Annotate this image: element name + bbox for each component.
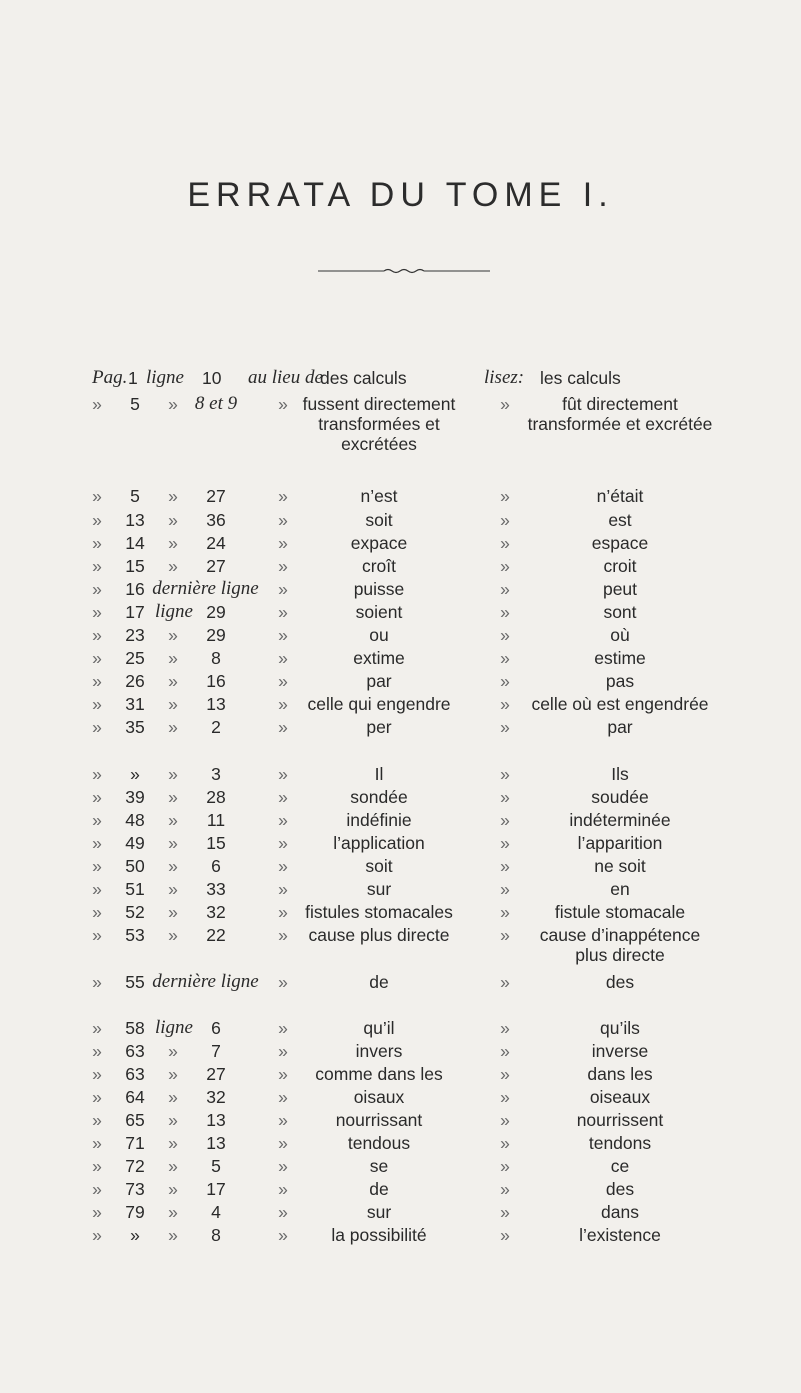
ditto-mark: » (278, 1133, 288, 1153)
line-reference: dernière ligne (152, 578, 259, 599)
line-number: 3 (211, 764, 221, 784)
erroneous-text: tendous (347, 1133, 411, 1153)
corrected-text: soudée (591, 787, 649, 807)
corrected-text: des (605, 972, 635, 992)
corrected-text: estime (594, 648, 646, 668)
line-number: 8 (211, 648, 221, 668)
erroneous-text: invers (355, 1041, 403, 1061)
erroneous-text: de (369, 1179, 389, 1199)
page-number: 15 (125, 556, 145, 576)
ditto-mark: » (500, 1041, 510, 1061)
ditto-mark: » (92, 1041, 102, 1061)
ditto-mark: » (92, 810, 102, 830)
corrected-text: tendons (588, 1133, 652, 1153)
corrected-text: en (610, 879, 630, 899)
corrected-text: par (607, 717, 633, 737)
page-number: 23 (125, 625, 145, 645)
ditto-mark: » (500, 694, 510, 714)
line-number: 28 (206, 787, 226, 807)
ditto-mark: » (500, 902, 510, 922)
ditto-mark: » (500, 648, 510, 668)
ditto-mark: » (168, 1225, 178, 1245)
page-number: 73 (125, 1179, 145, 1199)
corrected-text: des (605, 1179, 635, 1199)
erroneous-text: n’est (360, 486, 398, 506)
page-number: 51 (125, 879, 145, 899)
ditto-mark: » (168, 1064, 178, 1084)
ditto-mark: » (278, 1156, 288, 1176)
page-number: 13 (125, 510, 145, 530)
ditto-mark: » (92, 972, 102, 992)
line-number: 15 (206, 833, 226, 853)
header-line: 10 (202, 368, 222, 388)
line-number: 27 (206, 486, 226, 506)
erroneous-text: soit (365, 856, 393, 876)
erroneous-text: oisaux (353, 1087, 405, 1107)
ditto-mark: » (500, 394, 510, 414)
ditto-mark: » (168, 925, 178, 945)
erroneous-text: ou (369, 625, 389, 645)
page-number: 48 (125, 810, 145, 830)
line-number: 5 (211, 1156, 221, 1176)
ditto-mark: » (500, 925, 510, 945)
erroneous-text: extime (353, 648, 405, 668)
line-number: 11 (206, 810, 226, 830)
ditto-mark: » (500, 533, 510, 553)
ditto-mark: » (500, 856, 510, 876)
ditto-mark: » (278, 764, 288, 784)
ditto-mark: » (92, 1064, 102, 1084)
page-number: 49 (125, 833, 145, 853)
erroneous-text: cause plus directe (308, 925, 450, 945)
erroneous-text: per (366, 717, 392, 737)
line-number: 13 (206, 694, 226, 714)
ditto-mark: » (92, 1156, 102, 1176)
line-number: 6 (211, 856, 221, 876)
erroneous-text: par (366, 671, 392, 691)
corrected-text: n’était (596, 486, 644, 506)
ditto-mark: » (168, 394, 178, 414)
erroneous-text: celle qui engendre (307, 694, 451, 714)
page-number: 65 (125, 1110, 145, 1130)
corrected-text: l’apparition (577, 833, 663, 853)
corrected-text: celle où est engendrée (531, 694, 709, 714)
ditto-mark: » (92, 671, 102, 691)
ditto-mark: » (278, 556, 288, 576)
corrected-text: inverse (591, 1041, 649, 1061)
ditto-mark: » (500, 879, 510, 899)
ditto-mark: » (500, 1087, 510, 1107)
ditto-mark: » (168, 671, 178, 691)
page-number: 52 (125, 902, 145, 922)
line-number: 33 (206, 879, 226, 899)
header-right: les calculs (540, 368, 621, 388)
ditto-mark: » (500, 579, 510, 599)
erroneous-text: indéfinie (346, 810, 412, 830)
header-ligne-label: ligne (146, 367, 184, 388)
erroneous-text: se (369, 1156, 389, 1176)
ditto-mark: » (278, 486, 288, 506)
erroneous-text: de (369, 972, 389, 992)
ditto-mark: » (92, 486, 102, 506)
erroneous-text: fistules stomacales (305, 902, 453, 922)
page-number: 58 (125, 1018, 145, 1038)
corrected-text: est (608, 510, 632, 530)
ditto-mark: » (278, 579, 288, 599)
ditto-mark: » (500, 1110, 510, 1130)
erroneous-text: sur (366, 879, 392, 899)
line-number: 8 et 9 (194, 393, 238, 414)
corrected-text: pas (605, 671, 635, 691)
page-number: 71 (125, 1133, 145, 1153)
corrected-text: nourrissent (576, 1110, 664, 1130)
ditto-mark: » (278, 1202, 288, 1222)
ditto-mark: » (168, 1087, 178, 1107)
ditto-mark: » (168, 856, 178, 876)
corrected-text: qu’ils (600, 1018, 640, 1038)
lisez-label: lisez: (484, 367, 525, 388)
ditto-mark: » (92, 925, 102, 945)
page-number: 55 (125, 972, 145, 992)
line-number: 29 (206, 602, 226, 622)
erroneous-text: fussent directement transformées et excrétées (302, 394, 456, 454)
line-number: 4 (211, 1202, 221, 1222)
line-number: 13 (206, 1110, 226, 1130)
page-number: 50 (125, 856, 145, 876)
page-number: 79 (125, 1202, 145, 1222)
ditto-mark: » (92, 625, 102, 645)
ditto-mark: » (92, 579, 102, 599)
ditto-mark: » (92, 510, 102, 530)
line-number: 2 (211, 717, 221, 737)
ditto-mark: » (278, 787, 288, 807)
corrected-text: fistule stomacale (554, 902, 686, 922)
erroneous-text: sondée (350, 787, 408, 807)
corrected-text: croit (603, 556, 637, 576)
ditto-mark: » (92, 533, 102, 553)
page-number: 39 (125, 787, 145, 807)
ditto-mark: » (278, 810, 288, 830)
ditto-mark: » (92, 556, 102, 576)
line-number: 27 (206, 556, 226, 576)
ditto-mark: » (168, 879, 178, 899)
ditto-mark: » (168, 810, 178, 830)
ditto-mark: » (278, 1041, 288, 1061)
ditto-mark: » (278, 879, 288, 899)
erroneous-text: l’application (333, 833, 425, 853)
ditto-mark: » (500, 1156, 510, 1176)
ditto-mark: » (278, 717, 288, 737)
line-number: 22 (206, 925, 226, 945)
ditto-mark: » (168, 1202, 178, 1222)
page-number: 35 (125, 717, 145, 737)
erroneous-text: qu’il (363, 1018, 395, 1038)
line-number: 36 (206, 510, 226, 530)
line-number: 29 (206, 625, 226, 645)
page-number: 64 (125, 1087, 145, 1107)
erroneous-text: soient (355, 602, 403, 622)
page-number: 31 (125, 694, 145, 714)
line-reference: dernière ligne (152, 971, 259, 992)
ditto-mark: » (278, 1018, 288, 1038)
corrected-text: dans (601, 1202, 639, 1222)
ditto-mark: » (500, 972, 510, 992)
line-number: 6 (211, 1018, 221, 1038)
ditto-mark: » (278, 625, 288, 645)
ditto-mark: » (500, 717, 510, 737)
ditto-mark: » (92, 1225, 102, 1245)
corrected-text: cause d’inappétence plus directe (539, 925, 701, 965)
ligne-label: ligne (155, 601, 193, 622)
ditto-mark: » (500, 787, 510, 807)
corrected-text: sont (603, 602, 637, 622)
corrected-text: ne soit (594, 856, 646, 876)
ditto-mark: » (168, 486, 178, 506)
line-number: 8 (211, 1225, 221, 1245)
ditto-mark: » (500, 602, 510, 622)
ditto-mark: » (168, 556, 178, 576)
ditto-mark: » (168, 1110, 178, 1130)
ditto-mark: » (278, 1087, 288, 1107)
ditto-mark: » (500, 833, 510, 853)
au-lieu-de-label: au lieu de (248, 367, 323, 388)
ditto-mark: » (92, 394, 102, 414)
ditto-mark: » (92, 648, 102, 668)
ditto-mark: » (168, 902, 178, 922)
line-number: 7 (211, 1041, 221, 1061)
corrected-text: oiseaux (589, 1087, 651, 1107)
erroneous-text: Il (374, 764, 384, 784)
ditto-mark: » (278, 925, 288, 945)
ditto-mark: » (500, 556, 510, 576)
ditto-mark: » (168, 787, 178, 807)
ditto-mark: » (278, 856, 288, 876)
erroneous-text: sur (366, 1202, 392, 1222)
ditto-mark: » (168, 510, 178, 530)
ditto-mark: » (92, 1202, 102, 1222)
ditto-mark: » (92, 833, 102, 853)
ditto-mark: » (92, 879, 102, 899)
ditto-mark: » (278, 902, 288, 922)
ditto-mark: » (500, 764, 510, 784)
page-number: 25 (125, 648, 145, 668)
ditto-mark: » (278, 533, 288, 553)
ditto-mark: » (168, 764, 178, 784)
ditto-mark: » (278, 394, 288, 414)
erroneous-text: croît (361, 556, 397, 576)
ditto-mark: » (92, 1018, 102, 1038)
corrected-text: Ils (611, 764, 629, 784)
ditto-mark: » (92, 787, 102, 807)
ditto-mark: » (500, 1225, 510, 1245)
page-number: 63 (125, 1064, 145, 1084)
ditto-mark: » (92, 1087, 102, 1107)
erroneous-text: puisse (353, 579, 405, 599)
page-number: 5 (130, 486, 140, 506)
header-page: 1 (128, 368, 138, 388)
line-number: 17 (206, 1179, 226, 1199)
corrected-text: dans les (587, 1064, 653, 1084)
header-wrong: des calculs (320, 368, 407, 388)
ditto-mark: » (500, 1018, 510, 1038)
ditto-mark: » (278, 648, 288, 668)
ligne-label: ligne (155, 1017, 193, 1038)
corrected-text: ce (610, 1156, 630, 1176)
erroneous-text: soit (365, 510, 393, 530)
line-number: 24 (206, 533, 226, 553)
corrected-text: où (610, 625, 630, 645)
corrected-text: espace (591, 533, 649, 553)
page-number: 16 (125, 579, 145, 599)
ditto-mark: » (168, 833, 178, 853)
ditto-mark: » (168, 625, 178, 645)
page-number: 17 (125, 602, 145, 622)
ditto-mark: » (500, 671, 510, 691)
ditto-mark: » (278, 694, 288, 714)
ditto-mark: » (92, 764, 102, 784)
corrected-text: fût directement transformée et excrétée (527, 394, 713, 434)
ditto-mark: » (92, 1133, 102, 1153)
ditto-mark: » (92, 1179, 102, 1199)
ditto-mark: » (500, 486, 510, 506)
ditto-mark: » (500, 1179, 510, 1199)
ditto-mark: » (92, 602, 102, 622)
page-number: 26 (125, 671, 145, 691)
ditto-mark: » (278, 1110, 288, 1130)
ditto-mark: » (278, 1064, 288, 1084)
ditto-mark: » (278, 510, 288, 530)
page-number: » (130, 1225, 140, 1245)
ditto-mark: » (278, 602, 288, 622)
ditto-mark: » (168, 648, 178, 668)
page-number: 53 (125, 925, 145, 945)
erroneous-text: comme dans les (315, 1064, 443, 1084)
ditto-mark: » (168, 717, 178, 737)
ditto-mark: » (278, 833, 288, 853)
ditto-mark: » (500, 625, 510, 645)
ditto-mark: » (92, 902, 102, 922)
ditto-mark: » (92, 856, 102, 876)
ditto-mark: » (168, 533, 178, 553)
page-number: 5 (130, 394, 140, 414)
line-number: 27 (206, 1064, 226, 1084)
ditto-mark: » (500, 510, 510, 530)
ditto-mark: » (168, 1179, 178, 1199)
ditto-mark: » (278, 972, 288, 992)
page-number: 14 (125, 533, 145, 553)
corrected-text: l’existence (579, 1225, 661, 1245)
erroneous-text: nourrissant (335, 1110, 423, 1130)
page-number: 72 (125, 1156, 145, 1176)
page-number: » (130, 764, 140, 784)
line-number: 13 (206, 1133, 226, 1153)
erroneous-text: expace (350, 533, 408, 553)
ditto-mark: » (500, 1064, 510, 1084)
line-number: 32 (206, 902, 226, 922)
page-number: 63 (125, 1041, 145, 1061)
ditto-mark: » (278, 1179, 288, 1199)
ditto-mark: » (278, 1225, 288, 1245)
line-number: 16 (206, 671, 226, 691)
page-title: ERRATA DU TOME I. (187, 176, 614, 214)
line-number: 32 (206, 1087, 226, 1107)
ditto-mark: » (168, 1156, 178, 1176)
ditto-mark: » (92, 717, 102, 737)
corrected-text: peut (602, 579, 638, 599)
ditto-mark: » (168, 1133, 178, 1153)
ditto-mark: » (500, 1133, 510, 1153)
ditto-mark: » (500, 1202, 510, 1222)
ditto-mark: » (168, 694, 178, 714)
erroneous-text: la possibilité (331, 1225, 427, 1245)
ditto-mark: » (500, 810, 510, 830)
ditto-mark: » (92, 1110, 102, 1130)
ditto-mark: » (92, 694, 102, 714)
ditto-mark: » (168, 1041, 178, 1061)
ditto-mark: » (278, 671, 288, 691)
pag-label: Pag. (92, 367, 128, 388)
corrected-text: indéterminée (569, 810, 671, 830)
